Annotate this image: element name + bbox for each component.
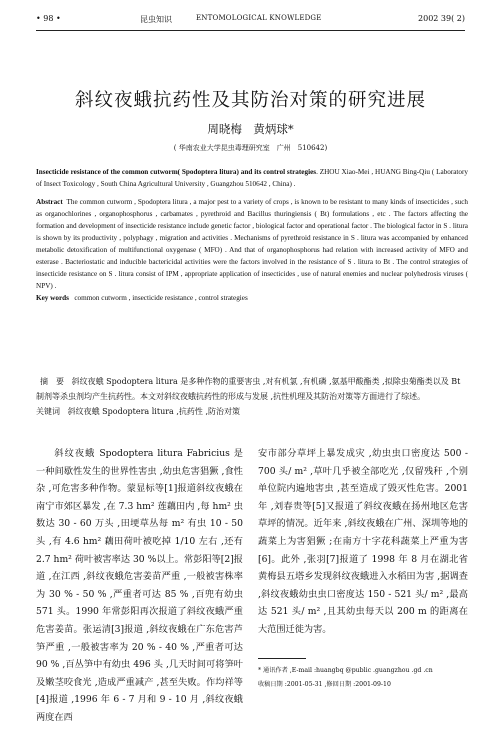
header-rule	[36, 30, 465, 31]
footnote-corresponding: * 通讯作者 ,E-mail :huangbq @public .guangzhou .gd .cn	[258, 667, 433, 674]
year-issue: 2002 39( 2)	[418, 14, 465, 23]
footnote-rule	[258, 658, 306, 659]
english-title-rest: . ZHOU Xiao-Mei ,	[316, 168, 374, 176]
article-authors: 周晓梅 黄炳球*	[207, 122, 294, 136]
body-paragraph-cont: 安市部分草坪上暴发成灾 ,幼虫虫口密度达 500 - 700 头/ m² ,草叶几乎被全部吃光 ,仅留残秆 ,个别单位院内遍地害虫 ,甚至造成了毁灭性危害。2001 年 ,刘春贵等[5]又报道了斜纹夜蛾在扬州地区危害草坪的情况。近年来 ,斜纹夜蛾在广州、深圳等地的蔬菜上为害猖獗 ;在南方十字花科蔬菜上严重为害[6]。此外 ,张羽[7]报道了 1998 年 8 月在湖北省黄梅县五塔乡发现斜纹夜蛾进入水稻田为害 ,据调查 ,斜纹夜蛾幼虫虫口密度达 150 - 521 头/ m² ,最高达 521 头/ m² ,且其幼虫每天以 200 m 的距离在大范围迁徙为害。	[258, 448, 468, 635]
english-keywords-line	[36, 292, 468, 304]
keywords-label: Key words	[36, 294, 69, 302]
cn-keywords-text: 斜纹夜蛾 Spodoptera litura ,抗药性 ,防治对策	[67, 407, 240, 416]
chinese-abstract	[36, 374, 468, 419]
body-right-column	[258, 445, 468, 639]
abstract-text: The common cutworm , Spodoptera litura , a major pest to a variety of crops , is known to be resistant to many kinds of insecticides , such as organochlorines , organophosphorus , carbamates , pyrethroid and Bacillus thuringiensis ( Bt) formulations , etc . The factors affecting the formation and development of insecticide resistance include genetic factor , biological factor and operational factor . The biological factor in S . litura is shown by its productivity , polyphagy , migration and activities . Mechanisms of pyrethroid resistance in S . litura was accompanied by enhanced metabolic detoxification of multifunctional oxygenase ( MFO) . And that of organophosphorus had relation with increased activity of MFO and esterase . Bacteriostatic and inducible bactericidal activities were the factors involved in the resistance of S . litura to Bt . The control strategies of insecticide resistance on S . litura consist of IPM , appropriate application of insecticides , use of natural enemies and nuclear polyhedrosis viruses ( NPV) .	[36, 198, 469, 290]
journal-name-cn: 昆虫知识	[140, 15, 172, 24]
page-number: • 98 •	[36, 14, 61, 23]
keywords-text: common cutworm , insecticide resistance , control strategies	[74, 294, 248, 302]
running-header	[36, 14, 465, 26]
english-abstract-para	[36, 196, 468, 292]
footnote	[258, 664, 468, 692]
article-title: 斜纹夜蛾抗药性及其防治对策的研究进展	[74, 90, 426, 111]
affiliation: ( 华南农业大学昆虫毒理研究室 广州 510642)	[173, 144, 328, 152]
journal-name-en: ENTOMOLOGICAL KNOWLEDGE	[196, 14, 322, 22]
body-left-column	[36, 445, 243, 727]
abstract-label: Abstract	[36, 198, 63, 206]
body-paragraph: 斜纹夜蛾 Spodoptera litura Fabricius 是一种间歇性发生的世界性害虫 ,幼虫危害猖獗 ,食性杂 ,可危害多种作物。蒙显标等[1]报道斜纹夜蛾在南宁市郊区暴发 ,在 7.3 hm² 莲藕田内 ,每 hm² 虫数达 30 - 60 万头 ,田埂草丛每 m² 有虫 10 - 50 头 ,有 4.6 hm² 藕田荷叶被吃掉 1/10 左右 ,还有 2.7 hm² 荷叶被害率达 30 %以上。常彭阳等[2]报道 ,在江西 ,斜纹夜蛾危害姜苗严重 ,一般被害株率为 30 % - 50 % ,严重者可达 85 % ,百兜有幼虫 571 头。1990 年常彭阳再次报道了斜纹夜蛾严重危害姜苗。张运清[3]报道 ,斜纹夜蛾在广东危害芦笋严重 ,一般被害率为 20 % - 40 % ,严重者可达 90 % ,百丛笋中有幼虫 496 头 ,几天时间可将笋叶及嫩茎咬食光 ,造成严重减产 ,甚至失败。作均祥等[4]报道 ,1996 年 6 - 7 月和 9 - 10 月 ,斜纹夜蛾两度在西	[36, 448, 243, 723]
english-title: Insecticide resistance of the common cutworm( Spodoptera litura) and its control strategies	[36, 168, 317, 176]
cn-keywords-label: 关键词	[36, 407, 60, 416]
english-title-line	[36, 166, 468, 190]
cn-abstract-label: 摘 要	[40, 377, 64, 386]
english-abstract	[36, 166, 468, 304]
footnote-dates: 收稿日期 :2001-05-31 ,修回日期 :2001-09-10	[258, 681, 391, 688]
english-authors: HUANG Bing-Qiu ( Laboratory of Insect Toxicology , South China Agricultural University , Guangzhou 510642 , China) .	[36, 168, 468, 188]
cn-abstract-text: 斜纹夜蛾 Spodoptera litura 是多种作物的重要害虫 ,对有机氯 ,有机磷 ,氨基甲酸酯类 ,拟除虫菊酯类以及 Bt 制剂等杀虫剂均产生抗药性。本文对斜纹夜蛾抗药性的形成与发展 ,抗性机理及其防治对策等方面进行了综述。	[36, 377, 461, 401]
